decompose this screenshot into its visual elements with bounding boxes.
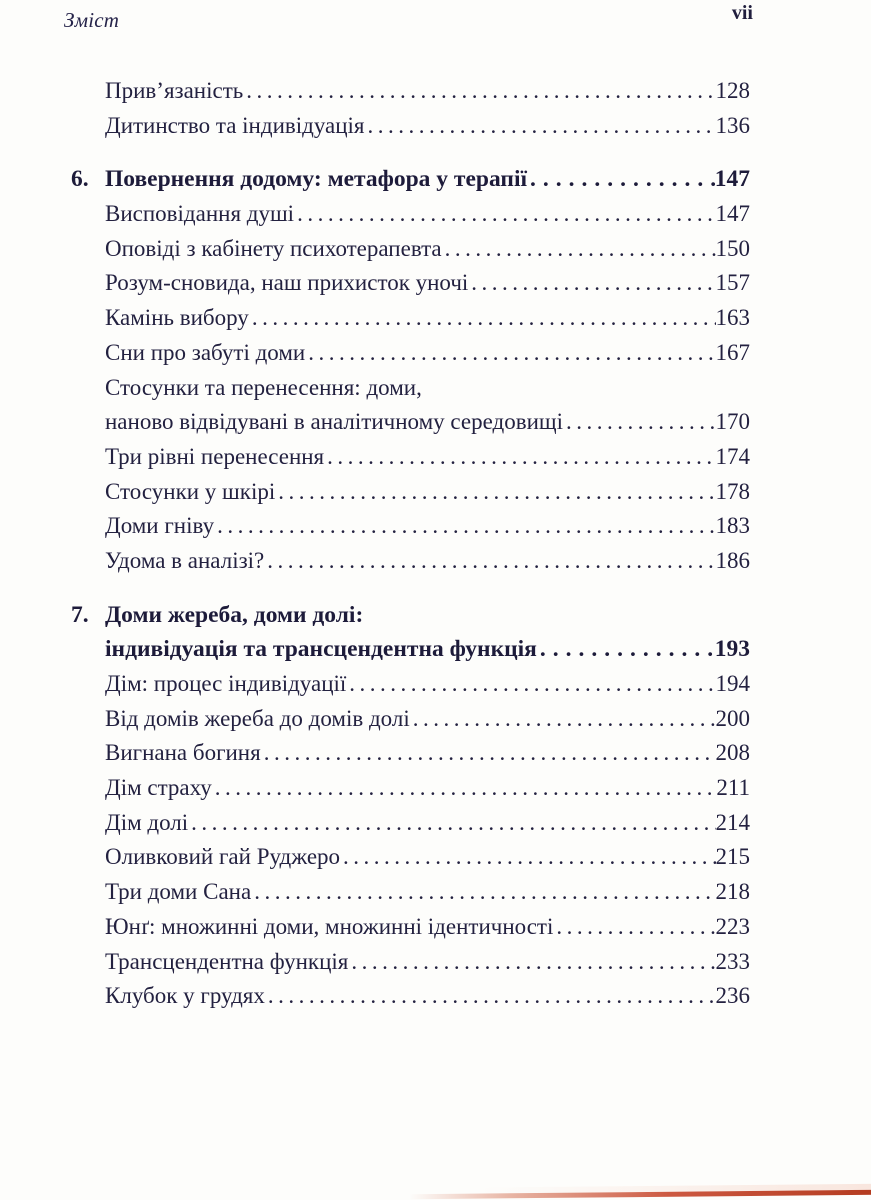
- entry-page-number: 128: [715, 78, 750, 103]
- toc-entry-line: [105, 844, 750, 879]
- toc-entry-line: [105, 706, 750, 741]
- entry-label: Дім долі: [105, 809, 189, 835]
- entry-label: Дім: процес індивідуації: [105, 671, 347, 696]
- entry-label: Стосунки та перенесення: доми,: [105, 374, 422, 400]
- toc-entry-line: [105, 444, 750, 479]
- toc-entry-line: [105, 340, 750, 375]
- entry-page-number: 170: [715, 409, 750, 435]
- toc-entry-line: [105, 113, 750, 148]
- entry-label: Юнґ: множинні доми, множинні ідентичності: [105, 913, 554, 939]
- entry-page-number: 236: [715, 983, 750, 1009]
- entry-label: Камінь вибору: [105, 305, 249, 331]
- entry-label: Прив’язаність: [105, 78, 244, 103]
- toc-entry-line: [105, 548, 750, 583]
- entry-page-number: 174: [715, 443, 750, 469]
- dot-leader: [267, 548, 715, 574]
- entry-page-number: 157: [715, 270, 750, 296]
- chapter-number: 7.: [71, 601, 89, 628]
- chapter-title: Повернення додому: метафора у терапії: [105, 166, 528, 193]
- toc-entry-line: [105, 671, 750, 706]
- folio-page-number: vii: [731, 2, 753, 24]
- entry-page-number: 208: [715, 740, 750, 766]
- entry-page-number: 150: [715, 235, 750, 261]
- chapter-heading-line: [105, 636, 750, 671]
- entry-label: наново відвідувані в аналітичному середовищі: [105, 409, 563, 435]
- entry-page-number: 147: [715, 201, 750, 227]
- entry-page-number: 186: [715, 547, 750, 573]
- toc-entry-line: [105, 479, 750, 514]
- entry-label: Три доми Сана: [105, 879, 252, 905]
- dot-leader: [254, 879, 715, 905]
- dot-leader: [349, 671, 715, 697]
- book-cover-edge: [409, 1190, 871, 1200]
- dot-leader: [297, 201, 715, 227]
- dot-leader: [413, 706, 716, 732]
- entry-page-number: 183: [715, 513, 750, 539]
- entry-page-number: 211: [716, 775, 750, 801]
- running-head: Зміст: [64, 8, 120, 32]
- dot-leader: [368, 113, 716, 139]
- entry-label: Доми гніву: [105, 513, 215, 539]
- chapter-section: [71, 166, 750, 582]
- dot-leader: [530, 166, 715, 193]
- dot-leader: [540, 636, 715, 663]
- entry-page-number: 136: [715, 112, 750, 138]
- entry-label: Розум-сновида, наш прихисток уночі: [105, 270, 469, 296]
- entry-page-number: 147: [714, 166, 750, 193]
- dot-leader: [445, 236, 716, 262]
- dot-leader: [191, 810, 715, 836]
- toc-entry-line: [105, 810, 750, 845]
- dot-leader: [556, 914, 715, 940]
- entry-label: Удома в аналізі?: [105, 547, 265, 573]
- dot-leader: [252, 305, 716, 331]
- dot-leader: [351, 949, 715, 975]
- chapter-section: [71, 601, 750, 1018]
- entry-label: Оливковий гай Руджеро: [105, 844, 341, 870]
- toc-entry-line: [105, 775, 750, 810]
- toc-entry-line: [105, 513, 750, 548]
- entry-page-number: 193: [714, 636, 750, 663]
- dot-leader: [268, 983, 716, 1009]
- toc-entry-line: [105, 236, 750, 271]
- toc-entry-line: [105, 270, 750, 305]
- dot-leader: [343, 844, 715, 870]
- continuation-section: [105, 78, 750, 147]
- entry-page-number: 163: [715, 305, 750, 331]
- toc-entry-line: [105, 879, 750, 914]
- dot-leader: [264, 740, 716, 766]
- dot-leader: [278, 479, 715, 505]
- toc-entry-line: [105, 375, 750, 410]
- entry-page-number: 215: [715, 844, 750, 870]
- dot-leader: [217, 513, 715, 539]
- entry-page-number: 167: [715, 339, 750, 365]
- entry-page-number: 214: [715, 809, 750, 835]
- entry-page-number: 178: [715, 478, 750, 504]
- toc-entry-line: [105, 305, 750, 340]
- entry-label: Вигнана богиня: [105, 740, 261, 766]
- toc-entry-line: [105, 740, 750, 775]
- entry-page-number: 218: [715, 879, 750, 905]
- chapter-number: 6.: [71, 166, 89, 193]
- dot-leader: [246, 78, 715, 104]
- table-of-contents: [71, 78, 750, 1037]
- entry-page-number: 200: [715, 705, 750, 731]
- chapter-title: Доми жереба, доми долі:: [105, 601, 364, 628]
- toc-entry-line: [105, 914, 750, 949]
- chapter-heading-line: [71, 601, 750, 637]
- entry-label: Дім страху: [105, 775, 212, 801]
- dot-leader: [471, 270, 715, 296]
- entry-page-number: 233: [715, 948, 750, 974]
- toc-entry-line: [105, 201, 750, 236]
- toc-entry-line: [105, 409, 750, 444]
- dot-leader: [215, 775, 717, 801]
- entry-label: Оповіді з кабінету психотерапевта: [105, 235, 442, 261]
- entry-label: Трансцендентна функція: [105, 948, 349, 974]
- toc-entry-line: [105, 949, 750, 984]
- chapter-heading-line: [71, 166, 750, 201]
- toc-entry-line: [105, 983, 750, 1018]
- entry-label: Від домів жереба до домів долі: [105, 705, 410, 731]
- dot-leader: [327, 444, 715, 470]
- dot-leader: [566, 409, 716, 435]
- toc-entry-line: [105, 78, 750, 113]
- entry-page-number: 223: [715, 913, 750, 939]
- entry-label: Стосунки у шкірі: [105, 478, 276, 504]
- entry-label: Три рівні перенесення: [105, 443, 325, 469]
- entry-label: Дитинство та індивідуація: [105, 112, 365, 138]
- entry-page-number: 194: [715, 671, 750, 696]
- entry-label: Висповідання душі: [105, 201, 295, 227]
- entry-label: Клубок у грудях: [105, 983, 265, 1009]
- dot-leader: [308, 340, 715, 366]
- entry-label: Сни про забуті доми: [105, 339, 306, 365]
- chapter-title: індивідуація та трансцендентна функція: [105, 636, 537, 663]
